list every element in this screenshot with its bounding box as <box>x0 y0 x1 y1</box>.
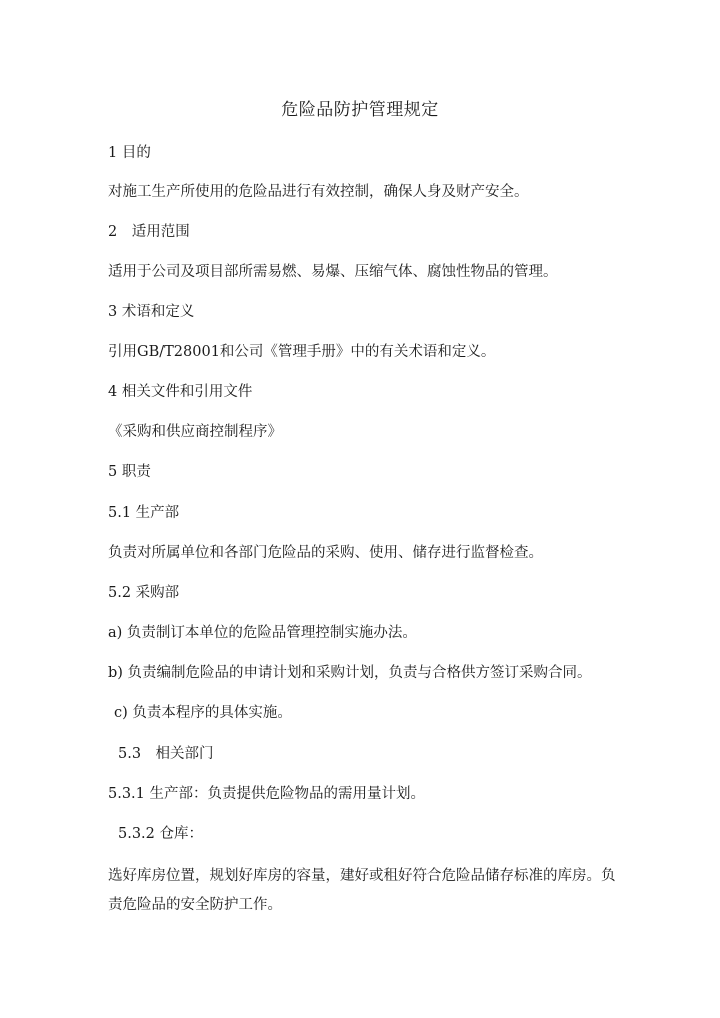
section-5-heading: 5 职责 <box>108 464 151 480</box>
section-3-text: 引用GB/T28001和公司《管理手册》中的有关术语和定义。 <box>108 344 496 360</box>
section-2-heading: 2 适用范围 <box>108 224 190 240</box>
section-5-2-item-a: a) 负责制订本单位的危险品管理控制实施办法。 <box>108 625 417 641</box>
section-5-1-text: 负责对所属单位和各部门危险品的采购、使用、储存进行监督检查。 <box>108 545 543 561</box>
section-4-heading: 4 相关文件和引用文件 <box>108 384 253 400</box>
section-1-heading: 1 目的 <box>108 145 151 161</box>
section-1-text: 对施工生产所使用的危险品进行有效控制，确保人身及财产安全。 <box>108 184 529 200</box>
section-5-3-heading: 5.3 相关部门 <box>118 746 214 762</box>
section-4-text: 《采购和供应商控制程序》 <box>108 424 282 440</box>
section-5-2-item-c: c) 负责本程序的具体实施。 <box>114 705 292 721</box>
section-5-1-heading: 5.1 生产部 <box>108 505 180 521</box>
section-2-text: 适用于公司及项目部所需易燃、易爆、压缩气体、腐蚀性物品的管理。 <box>108 264 558 280</box>
section-5-3-2-text: 选好库房位置，规划好库房的容量，建好或租好符合危险品储存标准的库房。负责危险品的安全防护工作。 <box>108 868 616 913</box>
section-5-3-2-heading: 5.3.2 仓库： <box>118 826 204 842</box>
document-title: 危险品防护管理规定 <box>281 100 439 120</box>
section-3-heading: 3 术语和定义 <box>108 304 195 320</box>
section-5-2-heading: 5.2 采购部 <box>108 585 180 601</box>
section-5-2-item-b: b) 负责编制危险品的申请计划和采购计划，负责与合格供方签订采购合同。 <box>108 665 592 681</box>
section-5-3-1-text: 5.3.1 生产部：负责提供危险物品的需用量计划。 <box>108 786 426 802</box>
